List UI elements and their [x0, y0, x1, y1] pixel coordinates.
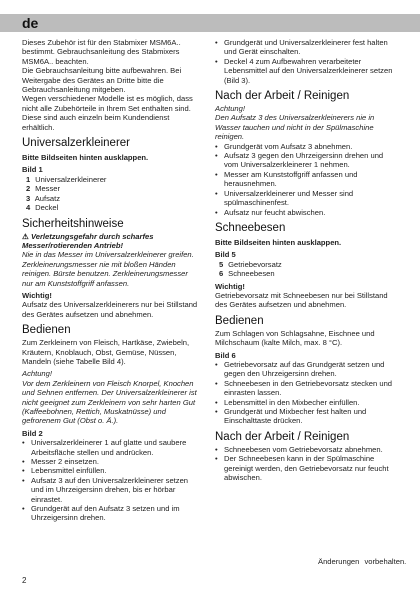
- page-number: 2: [22, 576, 27, 585]
- section-title-whisk: Schneebesen: [215, 221, 286, 234]
- figure-ref: Bild 6: [215, 350, 236, 360]
- parts-item: 6 Schneebesen: [219, 269, 275, 279]
- important-label: Wichtig!: [22, 290, 52, 300]
- important-label: Wichtig!: [215, 281, 245, 291]
- step-item: • Messer am Kunststoffgriff anfassen und herausnehmen.: [215, 170, 398, 189]
- step-item: • Grundgerät vom Aufsatz 3 abnehmen.: [215, 142, 398, 151]
- intro-paragraph: Die Gebrauchsanleitung bitte aufbewahren. Bei Weitergabe des Gerätes an Dritte bitte die Gebrauchsanleitung mitgeben.: [22, 66, 182, 95]
- warning-title: ⚠ Verletzungsgefahr durch scharfes Messer/rotierenden Antrieb!: [22, 231, 154, 250]
- cleaning-steps-list: [215, 445, 398, 483]
- intro-paragraph: Dieses Zubehör ist für den Stabmixer MSM6A.. bestimmt. Gebrauchsanleitung des Stabmixers MSM6A.. beachten.: [22, 38, 181, 66]
- step-item: • Der Schneebesen kann in der Spülmaschine gereinigt werden, den Getriebevorsatz nur feucht abwischen.: [215, 454, 398, 482]
- warning-icon: ⚠: [22, 231, 29, 241]
- section-title-after-work: Nach der Arbeit / Reinigen: [215, 90, 350, 103]
- parts-list: [22, 175, 198, 213]
- intro-paragraph: Wegen verschiedener Modelle ist es möglich, dass nicht alle Zubehörteile in Ihrem Set enthalten sind. Diese sind auch einzeln beim Kundendienst erhältlich.: [22, 94, 193, 132]
- language-code: de: [22, 15, 39, 31]
- step-item: • Getriebevorsatz auf das Grundgerät setzen und gegen den Uhrzeigersinn drehen.: [215, 360, 398, 379]
- operate-text: Zum Zerkleinern von Fleisch, Hartkäse, Zwiebeln, Kräutern, Knoblauch, Obst, Gemüse, Nüssen, Mandeln (siehe Tabelle Bild 4).: [22, 338, 190, 366]
- fold-out-note: Bitte Bildseiten hinten ausklappen.: [215, 237, 342, 247]
- figure-ref: Bild 2: [22, 428, 43, 438]
- cleaning-steps-list: [215, 142, 398, 217]
- parts-list: [215, 260, 398, 279]
- parts-item: 5 Getriebevorsatz: [219, 259, 282, 269]
- right-column: [215, 38, 398, 482]
- section-title-operate: Bedienen: [22, 324, 71, 337]
- attention-text: Den Aufsatz 3 des Universalzerkleinerers nie in Wasser tauchen und nicht in der Spülmaschine reinigen.: [215, 113, 375, 142]
- attention-label: Achtung!: [22, 369, 52, 379]
- section-title-operate: Bedienen: [215, 314, 264, 327]
- step-item: • Lebensmittel in den Mixbecher einfüllen.: [215, 398, 398, 407]
- step-item: • Grundgerät auf den Aufsatz 3 setzen und im Uhrzeigersinn drehen.: [22, 504, 198, 523]
- section-title-safety: Sicherheitshinweise: [22, 217, 124, 230]
- steps-list: [22, 438, 198, 523]
- step-item: • Messer 2 einsetzen.: [22, 457, 198, 466]
- left-column: [22, 38, 198, 523]
- parts-item: 3 Aufsatz: [26, 193, 61, 203]
- step-item: • Grundgerät und Mixbecher fest halten und Einschalttaste drücken.: [215, 407, 398, 426]
- language-header-bar: [0, 14, 420, 32]
- steps-list: [215, 360, 398, 426]
- operate-text: Zum Schlagen von Schlagsahne, Eischnee und Milchschaum (kalte Milch, max. 8 °C).: [215, 328, 375, 348]
- section-title-universal: Universalzerkleinerer: [22, 137, 131, 150]
- changes-reserved-note: Änderungen vorbehalten.: [318, 557, 407, 566]
- step-item: • Aufsatz 3 auf den Universalzerkleinerer setzen und im Uhrzeigersinn drehen, bis er hörbar einrastet.: [22, 476, 198, 504]
- parts-item: 1 Universalzerkleinerer: [26, 174, 107, 184]
- step-item: • Deckel 4 zum Aufbewahren verarbeiteter Lebensmittel auf den Universalzerkleinerer setzen (Bild 3).: [215, 57, 398, 85]
- step-item: • Aufsatz nur feucht abwischen.: [215, 208, 398, 217]
- figure-ref: Bild 1: [22, 165, 43, 175]
- step-item: • Lebensmittel einfüllen.: [22, 466, 198, 475]
- section-title-after-work: Nach der Arbeit / Reinigen: [215, 430, 350, 443]
- important-text: Aufsatz des Universalzerkleinerers nur bei Stillstand des Gerätes aufsetzen und abnehmen.: [22, 300, 198, 319]
- step-item: • Grundgerät und Universalzerkleinerer fest halten und Gerät einschalten.: [215, 38, 398, 57]
- steps-list-continued: [215, 38, 398, 85]
- step-item: • Aufsatz 3 gegen den Uhrzeigersinn drehen und vom Universalzerkleinerer 1 nehmen.: [215, 151, 398, 170]
- fold-out-note: Bitte Bildseiten hinten ausklappen.: [22, 153, 149, 163]
- step-item: • Schneebesen in den Getriebevorsatz stecken und einrasten lassen.: [215, 379, 398, 398]
- attention-text: Vor dem Zerkleinern von Fleisch Knorpel, Knochen und Sehnen entfernen. Der Universalzerkleinerer ist nicht geeignet zum Zerkleinern von sehr harten Gut (Kaffeebohnen, Rettich, Muskatnüsse) und gefrorenem Gut (Obst o. Ä.).: [22, 378, 197, 426]
- important-text: Getriebevorsatz mit Schneebesen nur bei Stillstand des Gerätes aufsetzen und abnehmen.: [215, 290, 388, 310]
- step-item: • Universalzerkleinerer 1 auf glatte und saubere Arbeitsfläche stellen und andrücken.: [22, 438, 198, 457]
- step-item: • Schneebesen vom Getriebevorsatz abnehmen.: [215, 445, 398, 454]
- attention-label: Achtung!: [215, 104, 245, 114]
- parts-item: 2 Messer: [26, 184, 61, 194]
- step-item: • Universalzerkleinerer und Messer sind spülmaschinenfest.: [215, 189, 398, 208]
- figure-ref: Bild 5: [215, 250, 236, 260]
- parts-item: 4 Deckel: [26, 203, 59, 213]
- warning-text: Nie in das Messer im Universalzerkleinerer greifen. Zerkleinerungsmesser nie mit bloßen Händen reinigen. Bürste benutzen. Zerkleinerungsmesser nur am Kunststoffgriff anfassen.: [22, 250, 194, 288]
